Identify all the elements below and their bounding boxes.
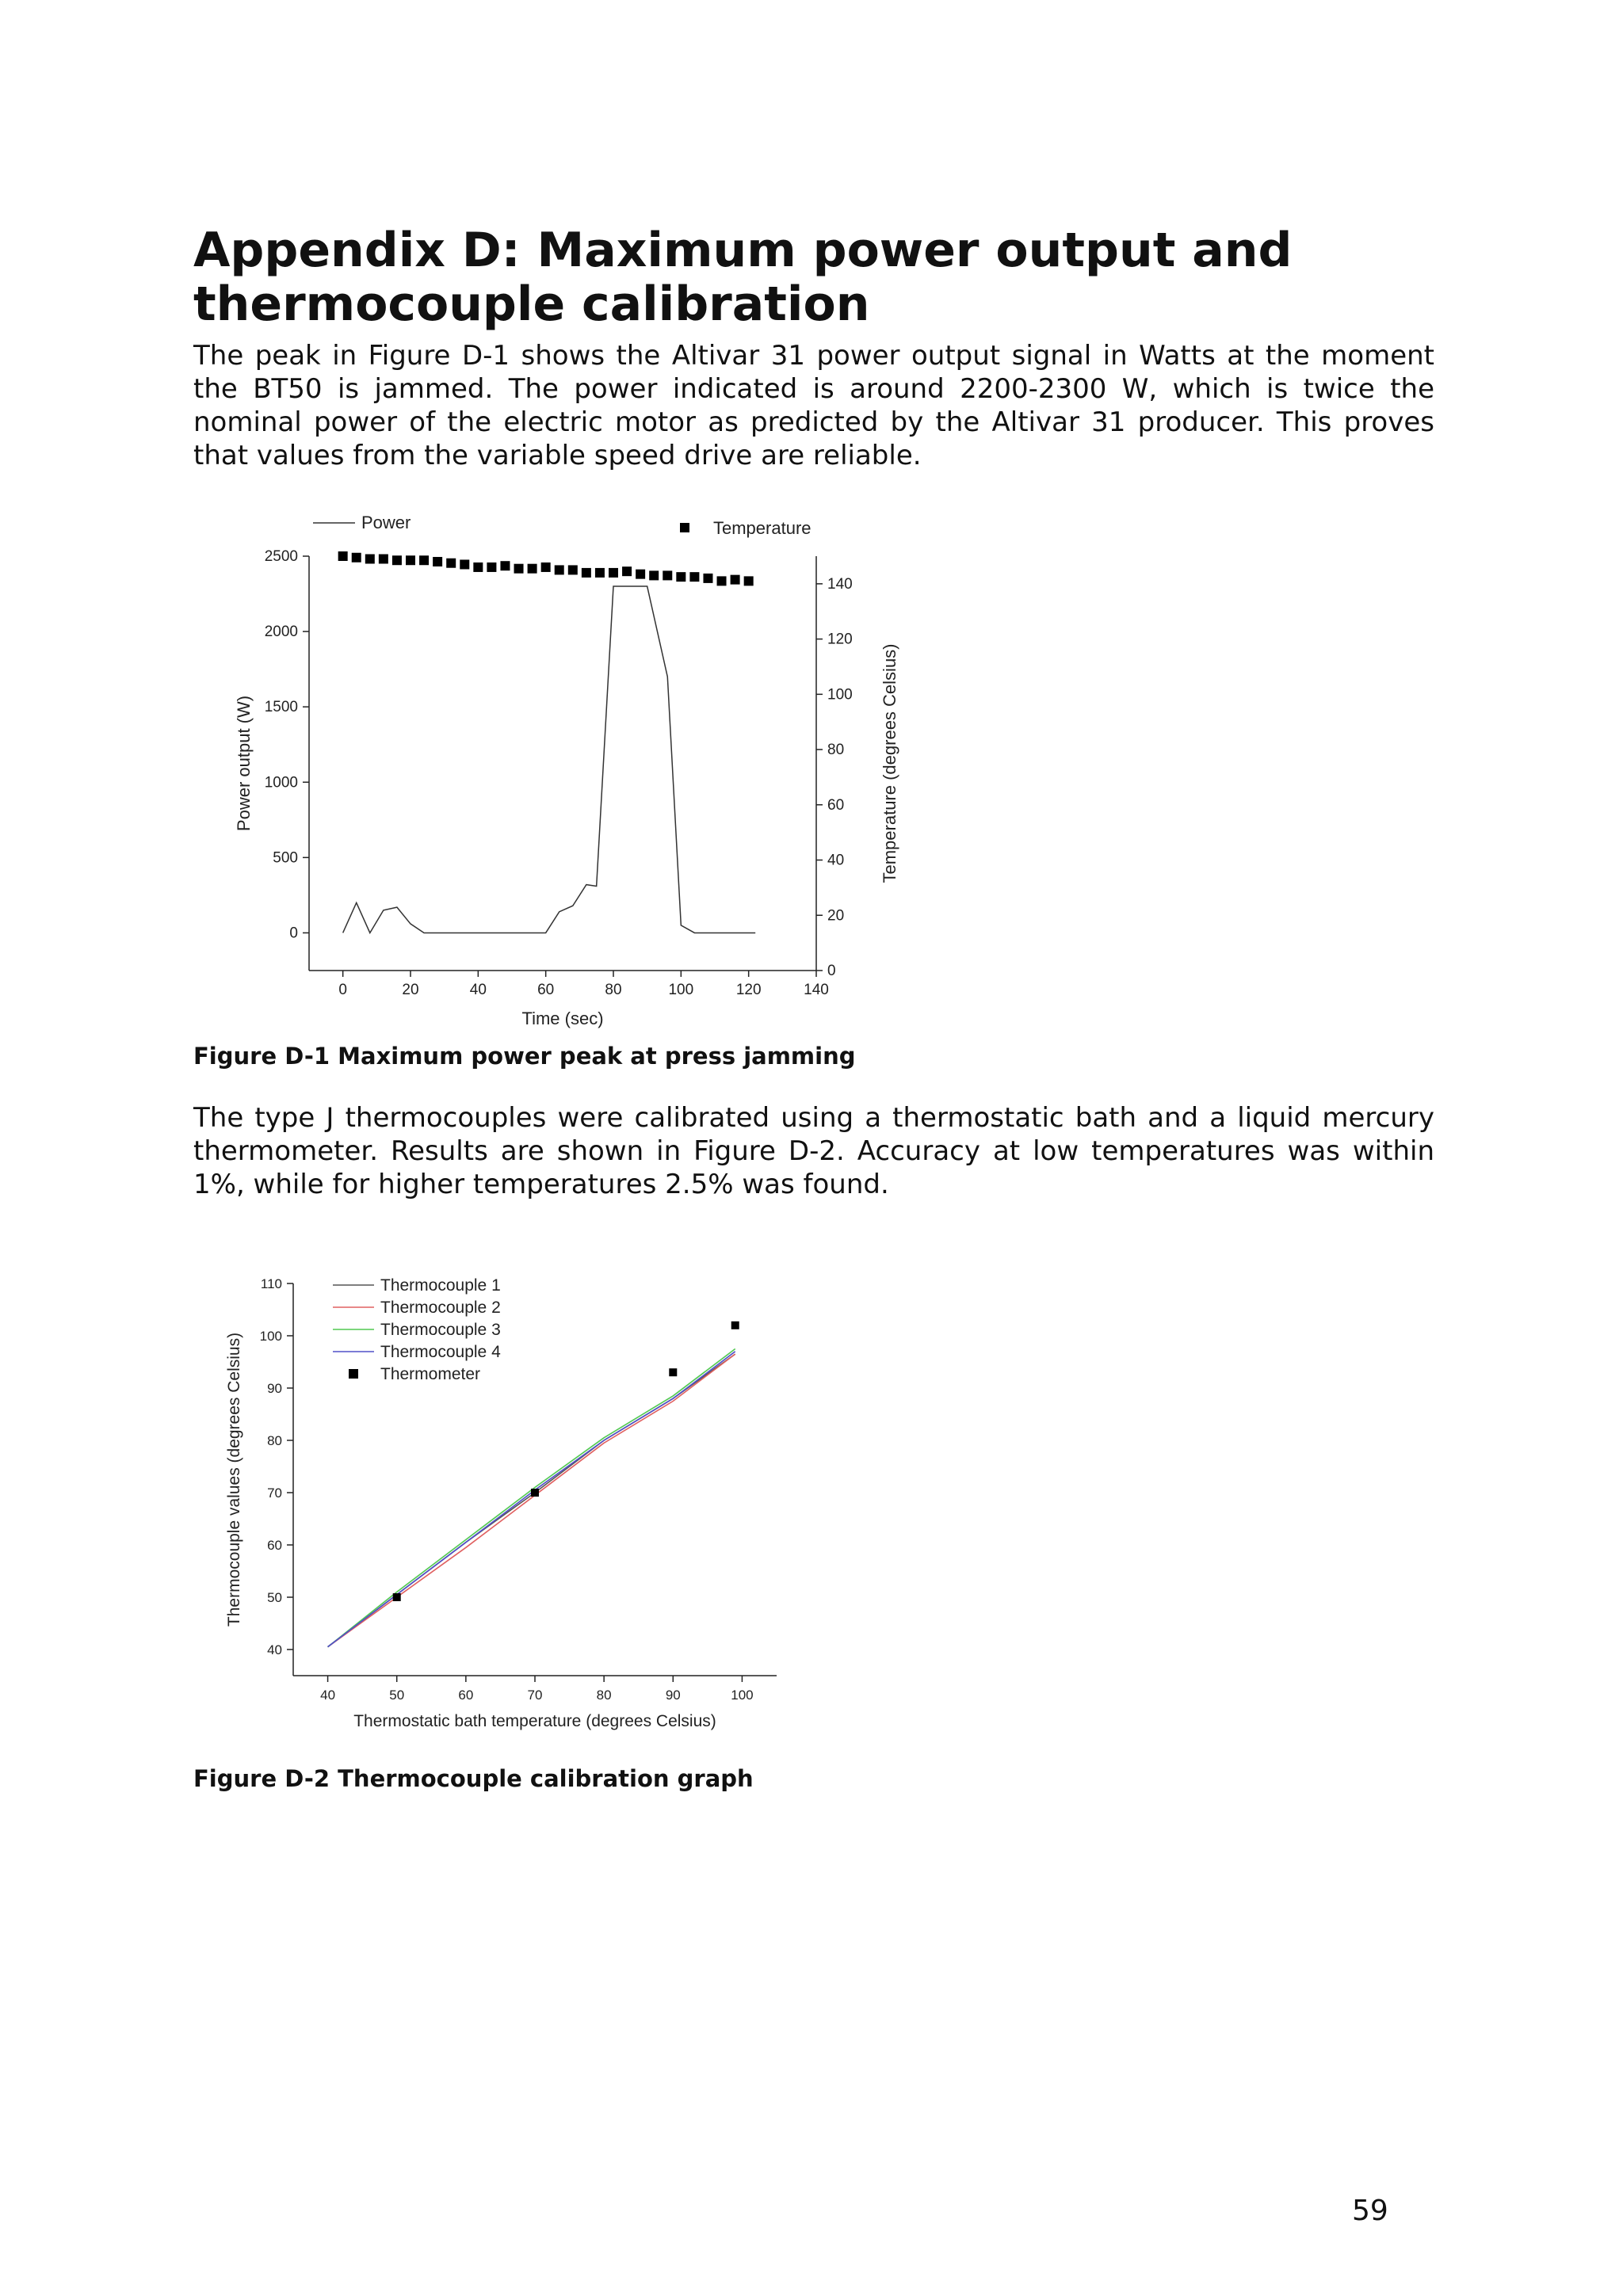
- y-tick-label: 70: [267, 1486, 282, 1501]
- y-tick-label: 50: [267, 1590, 282, 1605]
- temperature-marker: [676, 572, 685, 582]
- y-tick-label: 1500: [264, 699, 298, 716]
- y2-tick-label: 80: [827, 742, 845, 759]
- x-tick-label: 0: [338, 982, 347, 998]
- x-tick-label: 100: [731, 1688, 754, 1703]
- temperature-marker: [663, 570, 672, 580]
- legend-label-power: Power: [361, 513, 411, 532]
- x-tick-label: 80: [596, 1688, 612, 1703]
- temperature-marker: [689, 572, 699, 582]
- y2-tick-label: 140: [827, 575, 853, 593]
- temperature-marker: [717, 576, 727, 585]
- temperature-marker: [609, 568, 618, 578]
- temperature-marker: [446, 559, 456, 568]
- thermometer-marker: [531, 1489, 539, 1497]
- page-title: Appendix D: Maximum power output and thermocouple calibration: [193, 223, 1293, 332]
- x-tick-label: 50: [389, 1688, 405, 1703]
- x-tick-label: 80: [605, 982, 622, 998]
- x-tick-label: 40: [469, 982, 487, 998]
- y-tick-label: 110: [260, 1276, 282, 1291]
- legend-label: Thermocouple 1: [380, 1276, 501, 1295]
- temperature-marker: [460, 559, 469, 569]
- legend-swatch: [349, 1369, 358, 1379]
- y-tick-label: 500: [273, 849, 298, 867]
- legend-label: Thermocouple 4: [380, 1343, 501, 1361]
- y-tick-label: 40: [267, 1642, 282, 1657]
- thermocouple-calibration-chart: [222, 1260, 808, 1751]
- x-tick-label: 120: [735, 982, 762, 998]
- y2-tick-label: 120: [827, 631, 853, 648]
- y-tick-label: 0: [289, 925, 298, 942]
- paragraph-power: The peak in Figure D-1 shows the Altivar 31 power output signal in Watts at the moment the BT50 is jammed. The power indicated is around 2200-2300 W, which is twice the nominal power of the electric motor as predicted by the Altivar 31 producer. This proves that values from the variable speed drive are reliable.: [193, 340, 1434, 471]
- temperature-marker: [582, 568, 591, 578]
- x-tick-label: 140: [804, 982, 829, 998]
- page-number: 59: [1352, 2195, 1388, 2227]
- y-tick-label: 60: [267, 1538, 282, 1553]
- y2-tick-label: 20: [827, 907, 845, 925]
- temperature-marker: [636, 570, 645, 579]
- y2-tick-label: 100: [827, 686, 853, 704]
- legend-label: Thermocouple 3: [380, 1321, 501, 1339]
- temperature-marker: [622, 566, 632, 576]
- thermometer-marker: [669, 1368, 677, 1376]
- temperature-marker: [392, 555, 402, 565]
- temperature-marker: [352, 553, 361, 563]
- temperature-marker: [731, 575, 740, 585]
- y-tick-label: 2500: [264, 548, 298, 565]
- temperature-marker: [649, 570, 659, 580]
- temperature-marker: [555, 565, 564, 574]
- legend-label: Thermocouple 2: [380, 1299, 501, 1317]
- temperature-marker: [338, 551, 348, 561]
- x-tick-label: 40: [320, 1688, 336, 1703]
- legend-label: Thermometer: [380, 1365, 481, 1383]
- temperature-marker: [703, 574, 712, 583]
- x-tick-label: 90: [665, 1688, 681, 1703]
- temperature-marker: [419, 555, 429, 565]
- paragraph-calibration: The type J thermocouples were calibrated using a thermostatic bath and a liquid mercury thermometer. Results are shown in Figure D-2. Accuracy at low temperatures was within 1%, while for higher temperatures 2.5% was found.: [193, 1102, 1434, 1200]
- power-temperature-chart: [222, 499, 919, 1038]
- y-tick-label: 100: [259, 1329, 282, 1344]
- temperature-marker: [473, 563, 483, 572]
- temperature-marker: [406, 555, 415, 565]
- y-axis-label: Thermocouple values (degrees Celsius): [225, 1332, 243, 1627]
- thermometer-marker: [393, 1593, 401, 1601]
- temperature-marker: [528, 564, 537, 574]
- figure-caption-d2: Figure D-2 Thermocouple calibration graph: [193, 1765, 754, 1792]
- temperature-marker: [500, 561, 510, 570]
- temperature-marker: [365, 554, 375, 563]
- y-tick-label: 90: [267, 1381, 282, 1396]
- y2-tick-label: 0: [827, 963, 836, 979]
- x-axis-label: Thermostatic bath temperature (degrees Celsius): [353, 1712, 716, 1730]
- series-line-power: [343, 586, 756, 933]
- y-tick-label: 1000: [264, 774, 298, 791]
- x-axis-label: Time (sec): [521, 1009, 604, 1028]
- legend-label-temperature: Temperature: [713, 518, 812, 538]
- x-tick-label: 60: [537, 982, 555, 998]
- figure-caption-d1: Figure D-1 Maximum power peak at press jamming: [193, 1043, 856, 1070]
- temperature-marker: [514, 564, 524, 574]
- y-tick-label: 80: [267, 1433, 282, 1448]
- legend-swatch-temperature: [680, 523, 689, 532]
- y2-axis-label: Temperature (degrees Celsius): [880, 643, 899, 883]
- y-tick-label: 2000: [264, 624, 298, 641]
- x-tick-label: 70: [527, 1688, 543, 1703]
- temperature-marker: [744, 576, 754, 585]
- temperature-marker: [433, 557, 442, 566]
- thermometer-marker: [731, 1322, 739, 1329]
- temperature-marker: [487, 563, 496, 572]
- x-tick-label: 100: [668, 982, 694, 998]
- x-tick-label: 60: [458, 1688, 474, 1703]
- temperature-marker: [379, 554, 388, 563]
- temperature-marker: [595, 568, 605, 578]
- y-axis-label: Power output (W): [234, 695, 254, 832]
- temperature-marker: [541, 563, 551, 572]
- x-tick-label: 20: [402, 982, 419, 998]
- temperature-marker: [568, 565, 578, 574]
- y2-tick-label: 60: [827, 796, 845, 814]
- y2-tick-label: 40: [827, 852, 845, 869]
